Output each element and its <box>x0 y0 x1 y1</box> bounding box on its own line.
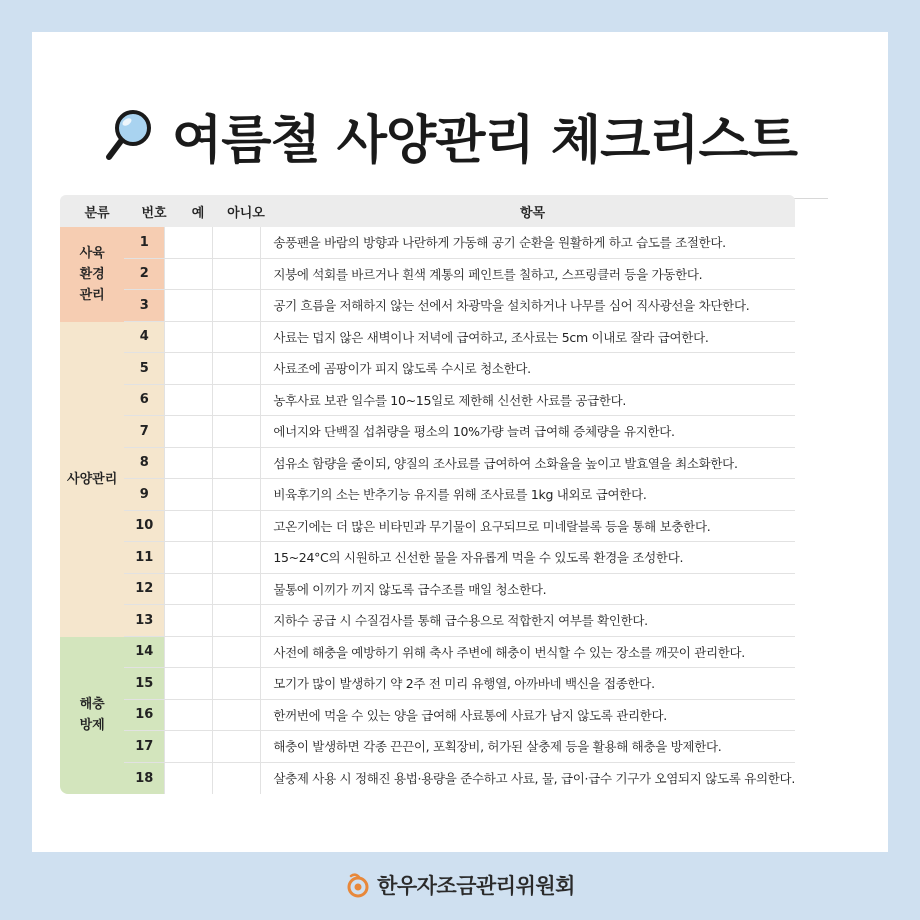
yes-check-cell[interactable] <box>164 227 212 258</box>
no-check-cell[interactable] <box>212 574 260 605</box>
row-item-text: 송풍팬을 바람의 방향과 나란하게 가동해 공기 순환을 원활하게 하고 습도를 조절한다. <box>260 227 795 258</box>
no-check-cell[interactable] <box>212 542 260 573</box>
table-row <box>124 227 795 259</box>
yes-check-cell[interactable] <box>164 574 212 605</box>
org-name: 한우자조금관리위원회 <box>377 874 575 898</box>
row-number: 13 <box>124 605 164 636</box>
yes-check-cell[interactable] <box>164 637 212 668</box>
row-item-text: 한꺼번에 먹을 수 있는 양을 급여해 사료통에 사료가 남지 않도록 관리한다. <box>260 700 795 731</box>
row-item-text: 고온기에는 더 많은 비타민과 무기물이 요구되므로 미네랄블록 등을 통해 보충한다. <box>260 511 795 542</box>
table-row <box>124 668 795 700</box>
row-number: 15 <box>124 668 164 699</box>
footer <box>0 870 920 900</box>
category-column <box>60 227 124 794</box>
row-number: 2 <box>124 259 164 290</box>
table-row <box>124 416 795 448</box>
row-number: 5 <box>124 353 164 384</box>
table-row <box>124 605 795 637</box>
category-feed: 사양관리 <box>60 322 124 637</box>
row-item-text: 15~24°C의 시원하고 신선한 물을 자유롭게 먹을 수 있도록 환경을 조성한다. <box>260 542 795 573</box>
table-row <box>124 322 795 354</box>
header-item: 항목 <box>519 205 546 221</box>
row-item-text: 사료조에 곰팡이가 피지 않도록 수시로 청소한다. <box>260 353 795 384</box>
table-row <box>124 731 795 763</box>
no-check-cell[interactable] <box>212 259 260 290</box>
checklist-table <box>60 195 795 794</box>
no-check-cell[interactable] <box>212 731 260 762</box>
table-row <box>124 637 795 669</box>
yes-check-cell[interactable] <box>164 448 212 479</box>
no-check-cell[interactable] <box>212 290 260 321</box>
table-header <box>60 195 795 227</box>
yes-check-cell[interactable] <box>164 416 212 447</box>
table-row <box>124 290 795 322</box>
row-item-text: 지하수 공급 시 수질검사를 통해 급수용으로 적합한지 여부를 확인한다. <box>260 605 795 636</box>
table-row <box>124 700 795 732</box>
magnifier-icon <box>104 107 154 163</box>
no-check-cell[interactable] <box>212 511 260 542</box>
row-number: 16 <box>124 700 164 731</box>
row-number: 9 <box>124 479 164 510</box>
row-number: 11 <box>124 542 164 573</box>
yes-check-cell[interactable] <box>164 479 212 510</box>
row-item-text: 사전에 해충을 예방하기 위해 축사 주변에 해충이 번식할 수 있는 장소를 깨끗이 관리한다. <box>260 637 795 668</box>
row-item-text: 살충제 사용 시 정해진 용법·용량을 준수하고 사료, 물, 급이·급수 기구가 오염되지 않도록 유의한다. <box>260 763 795 795</box>
no-check-cell[interactable] <box>212 479 260 510</box>
no-check-cell[interactable] <box>212 700 260 731</box>
table-row <box>124 574 795 606</box>
yes-check-cell[interactable] <box>164 668 212 699</box>
table-row <box>124 448 795 480</box>
page-title: 여름철 사양관리 체크리스트 <box>172 110 797 171</box>
row-number: 10 <box>124 511 164 542</box>
row-item-text: 모기가 많이 발생하기 약 2주 전 미리 유행열, 아까바네 백신을 접종한다. <box>260 668 795 699</box>
row-number: 8 <box>124 448 164 479</box>
category-pest: 해충 방제 <box>60 637 124 795</box>
rows <box>124 227 795 794</box>
row-number: 7 <box>124 416 164 447</box>
row-item-text: 섬유소 함량을 줄이되, 양질의 조사료를 급여하여 소화율을 높이고 발효열을 최소화한다. <box>260 448 795 479</box>
row-number: 6 <box>124 385 164 416</box>
no-check-cell[interactable] <box>212 605 260 636</box>
row-item-text: 물통에 이끼가 끼지 않도록 급수조를 매일 청소한다. <box>260 574 795 605</box>
row-item-text: 농후사료 보관 일수를 10~15일로 제한해 신선한 사료를 공급한다. <box>260 385 795 416</box>
row-item-text: 에너지와 단백질 섭취량을 평소의 10%가량 늘려 급여해 증체량을 유지한다. <box>260 416 795 447</box>
row-number: 1 <box>124 227 164 258</box>
row-number: 3 <box>124 290 164 321</box>
hanwoo-logo-icon <box>345 872 371 898</box>
header-no: 아니오 <box>227 205 265 221</box>
row-number: 14 <box>124 637 164 668</box>
yes-check-cell[interactable] <box>164 731 212 762</box>
table-row <box>124 259 795 291</box>
row-item-text: 공기 흐름을 저해하지 않는 선에서 차광막을 설치하거나 나무를 심어 직사광선을 차단한다. <box>260 290 795 321</box>
no-check-cell[interactable] <box>212 322 260 353</box>
table-row <box>124 385 795 417</box>
yes-check-cell[interactable] <box>164 353 212 384</box>
table-row <box>124 763 795 795</box>
no-check-cell[interactable] <box>212 448 260 479</box>
yes-check-cell[interactable] <box>164 542 212 573</box>
table-row <box>124 479 795 511</box>
table-row <box>124 542 795 574</box>
yes-check-cell[interactable] <box>164 511 212 542</box>
yes-check-cell[interactable] <box>164 385 212 416</box>
title-row <box>104 100 797 170</box>
yes-check-cell[interactable] <box>164 700 212 731</box>
table-row <box>124 511 795 543</box>
no-check-cell[interactable] <box>212 227 260 258</box>
table-row <box>124 353 795 385</box>
header-number: 번호 <box>141 205 167 221</box>
header-yes: 예 <box>191 205 205 221</box>
category-env: 사육 환경 관리 <box>60 227 124 322</box>
table-body <box>60 227 795 794</box>
row-number: 17 <box>124 731 164 762</box>
no-check-cell[interactable] <box>212 637 260 668</box>
row-number: 12 <box>124 574 164 605</box>
yes-check-cell[interactable] <box>164 290 212 321</box>
row-item-text: 비육후기의 소는 반추기능 유지를 위해 조사료를 1kg 내외로 급여한다. <box>260 479 795 510</box>
yes-check-cell[interactable] <box>164 322 212 353</box>
no-check-cell[interactable] <box>212 385 260 416</box>
no-check-cell[interactable] <box>212 763 260 795</box>
no-check-cell[interactable] <box>212 353 260 384</box>
row-item-text: 해충이 발생하면 각종 끈끈이, 포획장비, 허가된 살충제 등을 활용해 해충을 방제한다. <box>260 731 795 762</box>
no-check-cell[interactable] <box>212 668 260 699</box>
row-number: 4 <box>124 322 164 353</box>
header-category: 분류 <box>84 205 110 221</box>
yes-check-cell[interactable] <box>164 605 212 636</box>
row-item-text: 지붕에 석회를 바르거나 흰색 계통의 페인트를 칠하고, 스프링클러 등을 가동한다. <box>260 259 795 290</box>
row-number: 18 <box>124 763 164 795</box>
no-check-cell[interactable] <box>212 416 260 447</box>
row-item-text: 사료는 덥지 않은 새벽이나 저녁에 급여하고, 조사료는 5cm 이내로 잘라 급여한다. <box>260 322 795 353</box>
yes-check-cell[interactable] <box>164 259 212 290</box>
yes-check-cell[interactable] <box>164 763 212 795</box>
